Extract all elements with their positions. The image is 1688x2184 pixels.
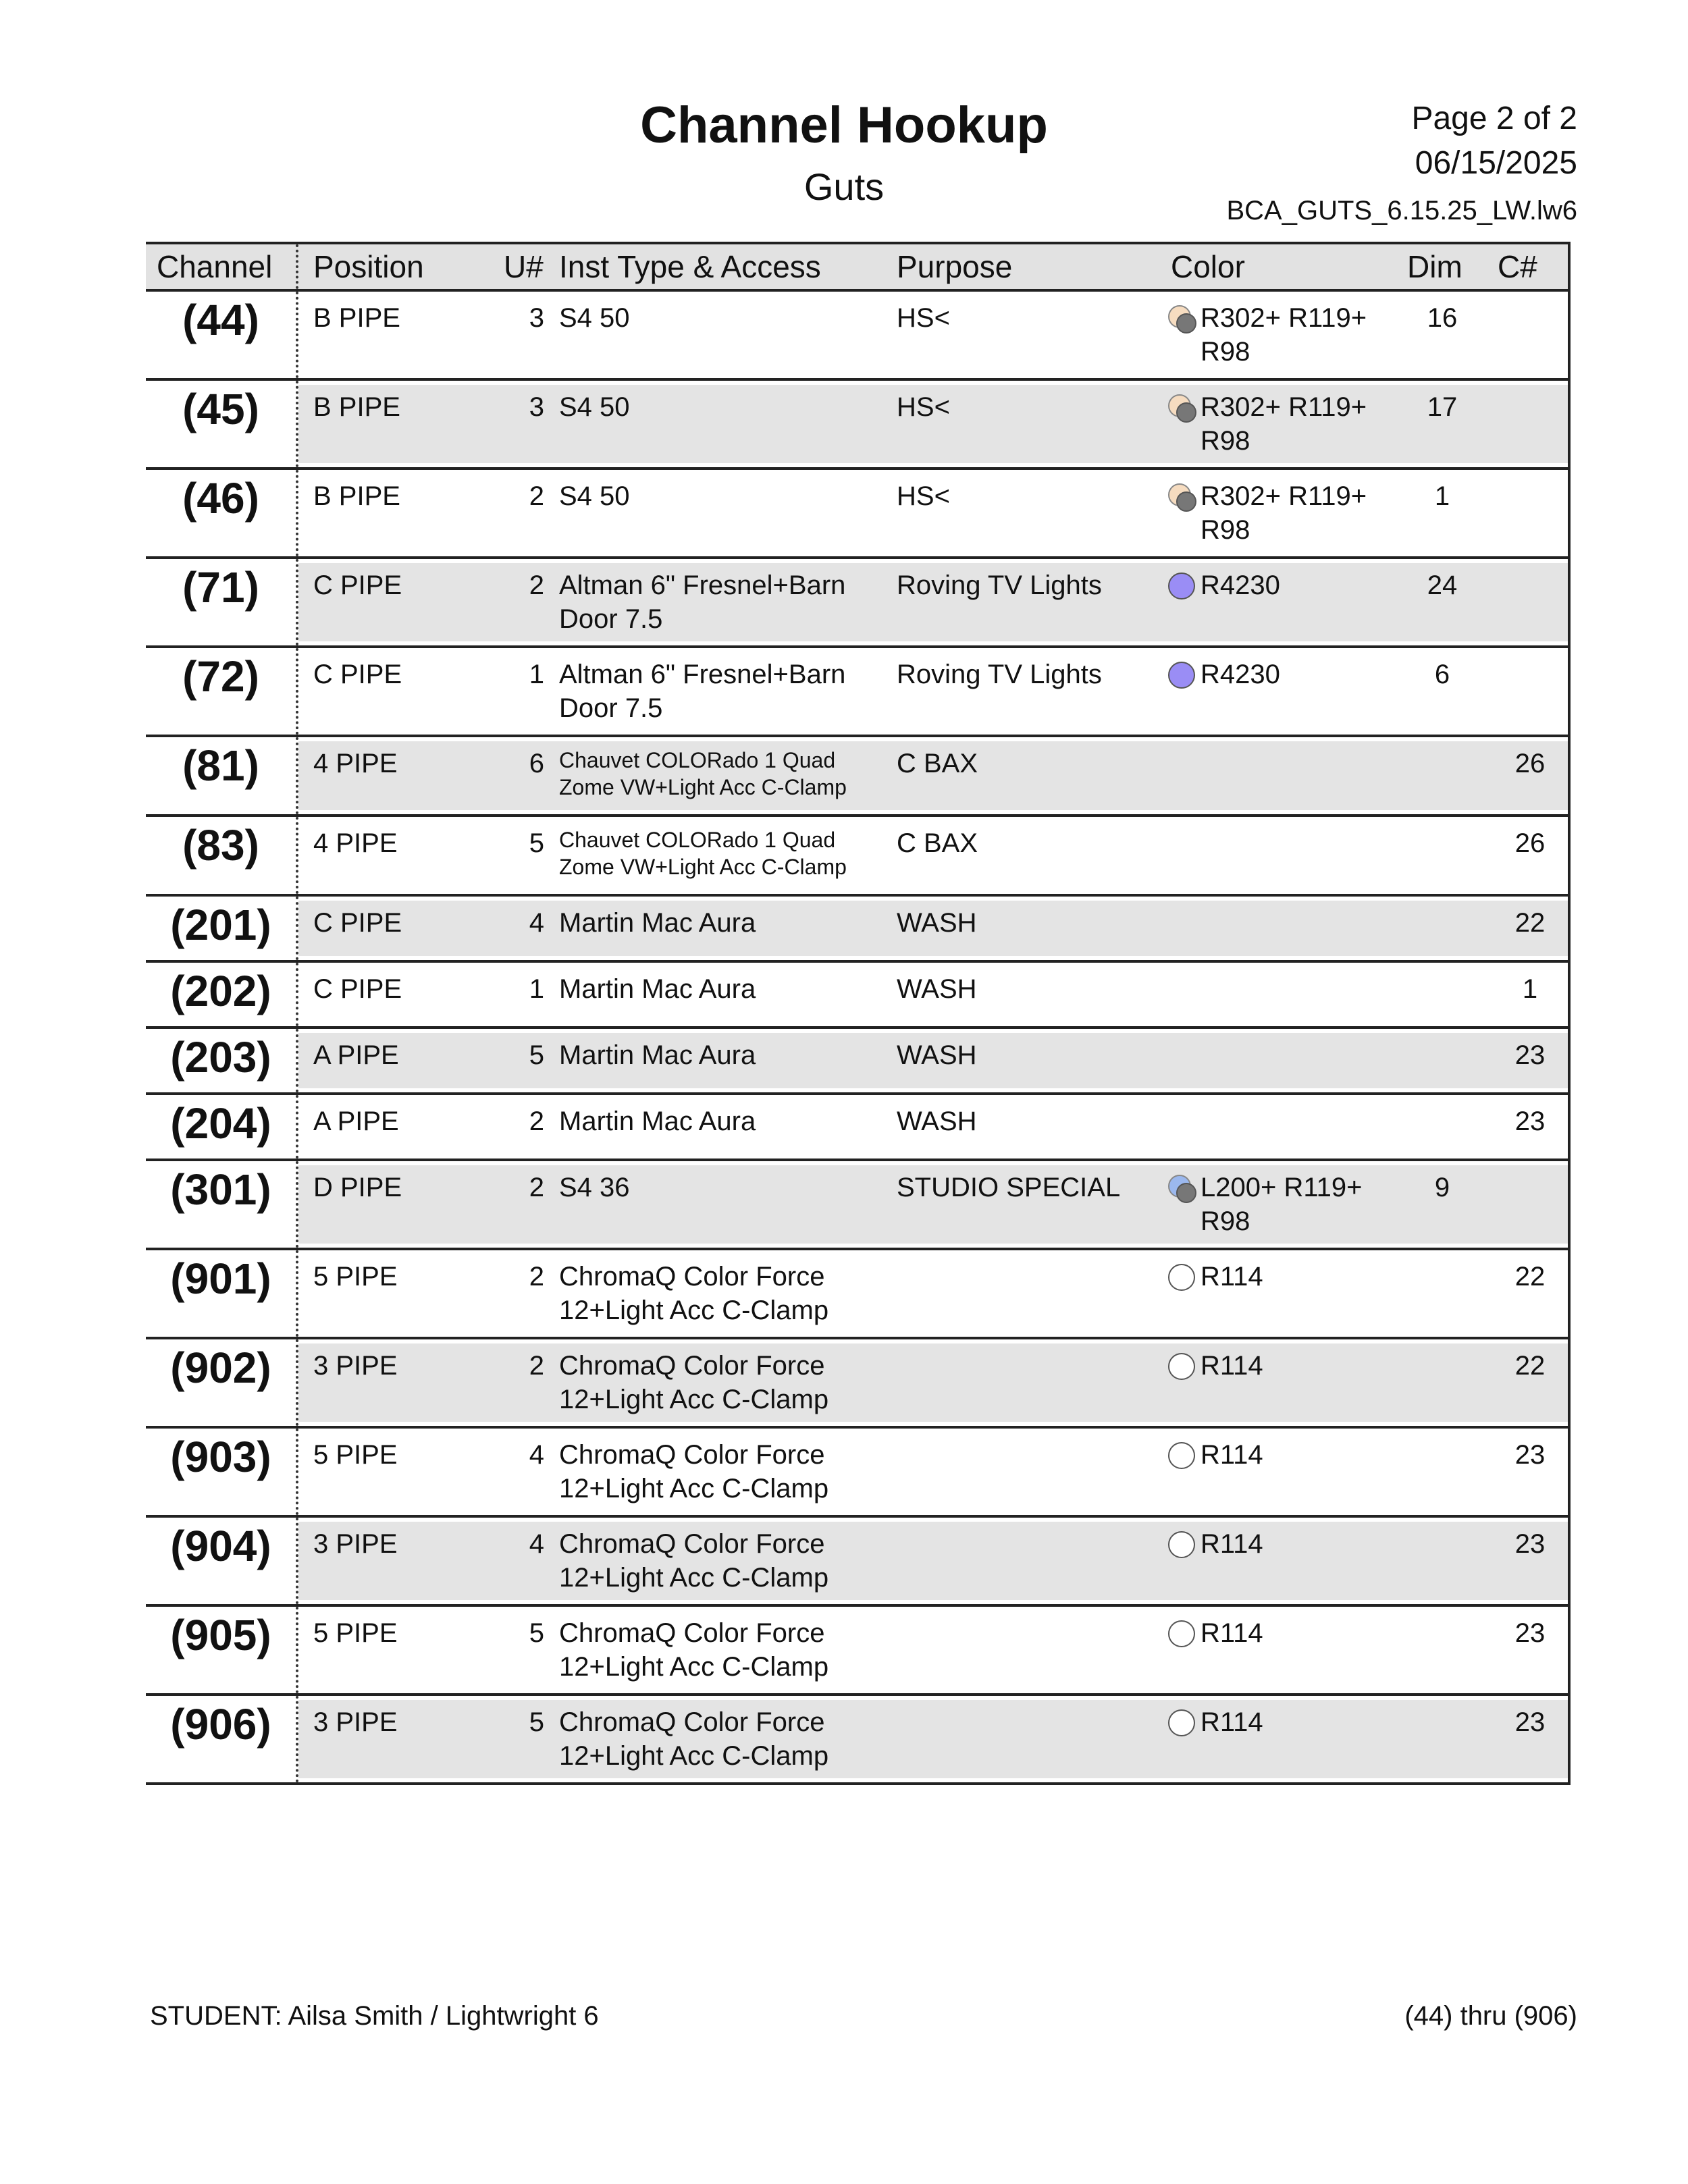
channel-number: (905) <box>170 1611 271 1659</box>
dimmer-cell: 24 <box>1427 570 1458 600</box>
position-cell: C PIPE <box>313 974 402 1004</box>
purpose-cell: WASH <box>897 1040 977 1070</box>
col-position: Position <box>313 249 424 284</box>
color-cell: R114 <box>1201 1618 1263 1648</box>
dimmer-cell: 1 <box>1434 481 1450 511</box>
circuit-number-cell: 26 <box>1514 828 1546 858</box>
unit-number-cell: 2 <box>529 570 544 600</box>
col-dim: Dim <box>1407 249 1462 284</box>
dimmer-cell: 6 <box>1434 660 1450 689</box>
col-cnum: C# <box>1498 249 1537 284</box>
instrument-type-cell: Altman 6" Fresnel+Barn Door 7.5 <box>559 570 846 634</box>
instrument-type-cell: Chauvet COLORado 1 Quad Zome VW+Light Acc C-Clamp <box>559 748 847 799</box>
position-cell: 5 PIPE <box>313 1440 398 1470</box>
col-inst-type: Inst Type & Access <box>559 249 821 284</box>
instrument-type-cell: S4 36 <box>559 1173 630 1202</box>
instrument-type-cell: ChromaQ Color Force 12+Light Acc C-Clamp <box>559 1529 829 1593</box>
unit-number-cell: 5 <box>529 1707 544 1737</box>
circuit-number-cell: 23 <box>1514 1040 1546 1070</box>
table-row <box>146 648 1571 737</box>
circuit-number-cell: 22 <box>1514 908 1546 938</box>
channel-number: (81) <box>182 741 259 790</box>
position-cell: B PIPE <box>313 303 400 333</box>
circuit-number-cell: 23 <box>1514 1529 1546 1559</box>
channel-number: (204) <box>170 1099 271 1148</box>
purpose-cell: WASH <box>897 1107 977 1136</box>
color-cell: R4230 <box>1201 570 1280 600</box>
dimmer-cell: 16 <box>1427 303 1458 333</box>
footer-range: (44) thru (906) <box>1404 2001 1577 2031</box>
unit-number-cell: 2 <box>529 1351 544 1381</box>
dimmer-cell: 17 <box>1427 392 1458 422</box>
col-purpose: Purpose <box>897 249 1013 284</box>
channel-number: (301) <box>170 1165 271 1214</box>
channel-number: (45) <box>182 385 259 433</box>
purpose-cell: WASH <box>897 974 977 1004</box>
unit-number-cell: 4 <box>529 1529 544 1559</box>
color-cell: R114 <box>1201 1707 1263 1737</box>
position-cell: B PIPE <box>313 481 400 511</box>
circuit-number-cell: 22 <box>1514 1351 1546 1381</box>
instrument-type-cell: S4 50 <box>559 481 630 511</box>
unit-number-cell: 5 <box>529 828 544 858</box>
table-body <box>146 292 1571 1785</box>
channel-hookup-table <box>146 242 1571 1785</box>
table-row <box>146 1339 1571 1429</box>
position-cell: 3 PIPE <box>313 1351 398 1381</box>
table-row <box>146 1029 1571 1095</box>
col-unit: U# <box>504 249 544 284</box>
unit-number-cell: 6 <box>529 749 544 778</box>
table-row <box>146 897 1571 963</box>
channel-number: (46) <box>182 474 259 523</box>
instrument-type-cell: ChromaQ Color Force 12+Light Acc C-Clamp <box>559 1440 829 1503</box>
instrument-type-cell: ChromaQ Color Force 12+Light Acc C-Clamp <box>559 1618 829 1682</box>
position-cell: 3 PIPE <box>313 1529 398 1559</box>
dimmer-cell: 9 <box>1434 1173 1450 1202</box>
channel-number: (203) <box>170 1033 271 1082</box>
color-cell: R302+ R119+ R98 <box>1201 392 1367 456</box>
table-row <box>146 1607 1571 1696</box>
color-cell: L200+ R119+ R98 <box>1201 1173 1363 1236</box>
table-row <box>146 292 1571 381</box>
table-row <box>146 1429 1571 1518</box>
color-cell: R302+ R119+ R98 <box>1201 303 1367 367</box>
table-row <box>146 963 1571 1029</box>
table-row <box>146 737 1571 817</box>
position-cell: C PIPE <box>313 908 402 938</box>
position-cell: 5 PIPE <box>313 1618 398 1648</box>
footer-student: STUDENT: Ailsa Smith / Lightwright 6 <box>150 2001 599 2031</box>
channel-number: (72) <box>182 652 259 701</box>
instrument-type-cell: ChromaQ Color Force 12+Light Acc C-Clamp <box>559 1707 829 1771</box>
purpose-cell: C BAX <box>897 828 978 858</box>
circuit-number-cell: 23 <box>1514 1107 1546 1136</box>
col-color: Color <box>1171 249 1245 284</box>
unit-number-cell: 2 <box>529 1262 544 1291</box>
channel-number: (83) <box>182 821 259 870</box>
channel-number: (201) <box>170 901 271 949</box>
position-cell: 5 PIPE <box>313 1262 398 1291</box>
channel-number: (901) <box>170 1254 271 1303</box>
color-cell: R114 <box>1201 1351 1263 1381</box>
col-channel: Channel <box>157 249 273 284</box>
channel-number: (902) <box>170 1343 271 1392</box>
page-title: Channel Hookup <box>640 97 1048 154</box>
report-date: 06/15/2025 <box>1415 145 1577 181</box>
table-header <box>146 242 1571 292</box>
file-name: BCA_GUTS_6.15.25_LW.lw6 <box>1226 196 1577 225</box>
channel-number: (903) <box>170 1433 271 1481</box>
unit-number-cell: 2 <box>529 1107 544 1136</box>
position-cell: 4 PIPE <box>313 749 398 778</box>
unit-number-cell: 2 <box>529 1173 544 1202</box>
color-cell: R114 <box>1201 1529 1263 1559</box>
color-cell: R302+ R119+ R98 <box>1201 481 1367 545</box>
channel-number: (44) <box>182 296 259 344</box>
instrument-type-cell: Chauvet COLORado 1 Quad Zome VW+Light Acc C-Clamp <box>559 828 847 879</box>
page-number: Page 2 of 2 <box>1411 101 1577 136</box>
position-cell: A PIPE <box>313 1107 399 1136</box>
channel-number: (202) <box>170 967 271 1015</box>
purpose-cell: Roving TV Lights <box>897 660 1102 689</box>
table-row <box>146 381 1571 470</box>
circuit-number-cell: 26 <box>1514 749 1546 778</box>
unit-number-cell: 4 <box>529 1440 544 1470</box>
circuit-number-cell: 23 <box>1514 1440 1546 1470</box>
unit-number-cell: 3 <box>529 303 544 333</box>
table-row <box>146 1696 1571 1785</box>
table-row <box>146 470 1571 559</box>
position-cell: 4 PIPE <box>313 828 398 858</box>
position-cell: C PIPE <box>313 660 402 689</box>
page-subtitle: Guts <box>803 165 885 208</box>
table-row <box>146 559 1571 648</box>
purpose-cell: HS< <box>897 392 950 422</box>
channel-number: (906) <box>170 1700 271 1749</box>
channel-number: (904) <box>170 1522 271 1570</box>
instrument-type-cell: S4 50 <box>559 303 630 333</box>
purpose-cell: STUDIO SPECIAL <box>897 1173 1121 1202</box>
unit-number-cell: 5 <box>529 1040 544 1070</box>
unit-number-cell: 2 <box>529 481 544 511</box>
instrument-type-cell: Altman 6" Fresnel+Barn Door 7.5 <box>559 660 846 723</box>
channel-number: (71) <box>182 563 259 612</box>
purpose-cell: C BAX <box>897 749 978 778</box>
instrument-type-cell: ChromaQ Color Force 12+Light Acc C-Clamp <box>559 1351 829 1414</box>
instrument-type-cell: ChromaQ Color Force 12+Light Acc C-Clamp <box>559 1262 829 1325</box>
position-cell: B PIPE <box>313 392 400 422</box>
circuit-number-cell: 22 <box>1514 1262 1546 1291</box>
table-row <box>146 1095 1571 1161</box>
circuit-number-cell: 1 <box>1522 974 1538 1004</box>
table-row <box>146 817 1571 897</box>
purpose-cell: WASH <box>897 908 977 938</box>
position-cell: A PIPE <box>313 1040 399 1070</box>
unit-number-cell: 1 <box>529 660 544 689</box>
instrument-type-cell: Martin Mac Aura <box>559 1040 756 1070</box>
unit-number-cell: 4 <box>529 908 544 938</box>
unit-number-cell: 3 <box>529 392 544 422</box>
table-row <box>146 1250 1571 1339</box>
instrument-type-cell: Martin Mac Aura <box>559 908 756 938</box>
instrument-type-cell: S4 50 <box>559 392 630 422</box>
circuit-number-cell: 23 <box>1514 1707 1546 1737</box>
circuit-number-cell: 23 <box>1514 1618 1546 1648</box>
position-cell: C PIPE <box>313 570 402 600</box>
position-cell: 3 PIPE <box>313 1707 398 1737</box>
unit-number-cell: 1 <box>529 974 544 1004</box>
unit-number-cell: 5 <box>529 1618 544 1648</box>
color-cell: R4230 <box>1201 660 1280 689</box>
table-row <box>146 1161 1571 1250</box>
instrument-type-cell: Martin Mac Aura <box>559 974 756 1004</box>
purpose-cell: HS< <box>897 303 950 333</box>
table-row <box>146 1518 1571 1607</box>
instrument-type-cell: Martin Mac Aura <box>559 1107 756 1136</box>
purpose-cell: HS< <box>897 481 950 511</box>
purpose-cell: Roving TV Lights <box>897 570 1102 600</box>
color-cell: R114 <box>1201 1262 1263 1291</box>
color-cell: R114 <box>1201 1440 1263 1470</box>
position-cell: D PIPE <box>313 1173 402 1202</box>
